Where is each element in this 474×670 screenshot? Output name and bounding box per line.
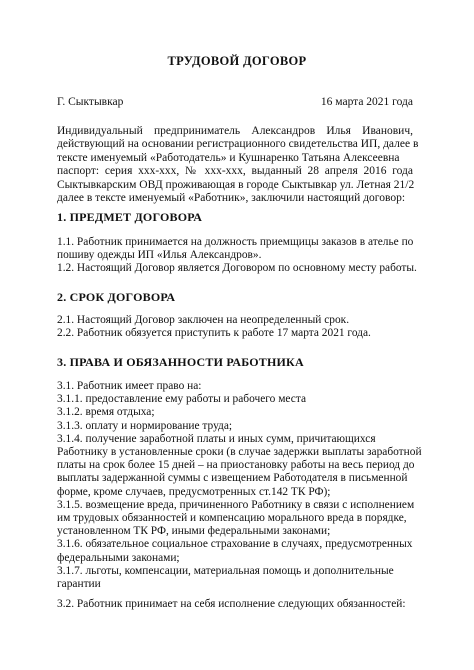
place-date-line xyxy=(57,96,413,108)
body-line: платы на срок более 15 дней – на приостановку работы на весь период до xyxy=(57,459,415,472)
body-line: 2.1. Настоящий Договор заключен на неопределенный срок. xyxy=(57,314,350,326)
body-line: 3.1.4. получение заработной платы и иных сумм, причитающихся xyxy=(57,432,376,445)
intro-line: Индивидуальный предприниматель Александров Илья Иванович, xyxy=(57,125,413,137)
body-line: 1.1. Работник принимается на должность приемщицы заказов в ателье по xyxy=(57,236,414,248)
section-heading: 1. ПРЕДМЕТ ДОГОВОРА xyxy=(57,210,203,224)
intro-line: далее в тексте именуемый «Работник», заключили настоящий договор: xyxy=(57,192,406,205)
body-line: Работнику в установленные сроки (в случае задержки выплаты заработной xyxy=(57,446,422,459)
body-line: 3.1.7. льготы, компенсации, материальная помощь и дополнительные xyxy=(57,564,394,577)
section-body xyxy=(57,598,417,611)
body-line: выплаты задержанной суммы с извещением Работодателя в письменной xyxy=(57,472,408,485)
body-line: пошиву одежды ИП «Илья Александров». xyxy=(57,249,262,262)
intro-line: тексте именуемый «Работодатель» и Кушнаренко Татьяна Алексеевна xyxy=(57,151,400,164)
body-line: федеральными законами; xyxy=(57,551,180,564)
intro-line: паспорт: серия ххх-ххх, № ххх-ххх, выданный 28 апреля 2016 года xyxy=(57,165,413,178)
body-line: им трудовых обязанностей и компенсацию морального вреда в порядке, xyxy=(57,512,407,525)
body-line: 3.1.6. обязательное социальное страхование в случаях, предусмотренных xyxy=(57,538,413,551)
intro-line: Сыктывкарским ОВД проживающая в городе Сыктывкар ул. Летная 21/2 xyxy=(57,178,415,191)
section-heading: 3. ПРАВА И ОБЯЗАННОСТИ РАБОТНИКА xyxy=(57,355,304,369)
body-line: установленном ТК РФ, иными федеральными законами; xyxy=(57,525,331,538)
body-line: 3.1.3. оплату и нормирование труда; xyxy=(57,419,233,432)
body-line: 3.1.5. возмещение вреда, причиненного Работнику в связи с исполнением xyxy=(57,498,415,511)
body-line: гарантии xyxy=(57,578,101,591)
section-body xyxy=(57,236,417,276)
body-line: 1.2. Настоящий Договор является Договором по основному месту работы. xyxy=(57,262,417,275)
body-line: 3.1. Работник имеет право на: xyxy=(57,380,202,392)
contract-date: 16 марта 2021 года xyxy=(320,96,413,108)
document-title: ТРУДОВОЙ ДОГОВОР xyxy=(167,54,307,68)
section-body xyxy=(57,380,422,591)
body-line: 3.1.1. предоставление ему работы и рабочего места xyxy=(57,393,306,406)
body-line: 2.2. Работник обязуется приступить к работе 17 марта 2021 года. xyxy=(57,327,371,340)
city: Г. Сыктывкар xyxy=(57,96,124,108)
intro-line: действующий на основании регистрационного свидетельства ИП, далее в xyxy=(57,138,419,151)
body-line: 3.1.2. время отдыха; xyxy=(57,406,155,419)
body-line: 3.2. Работник принимает на себя исполнение следующих обязанностей: xyxy=(57,598,406,610)
section-heading: 2. СРОК ДОГОВОРА xyxy=(57,290,176,304)
body-line: форме, кроме случаев, предусмотренных ст.142 ТК РФ); xyxy=(57,485,331,498)
section-body xyxy=(57,314,417,340)
intro-paragraph xyxy=(57,125,419,205)
